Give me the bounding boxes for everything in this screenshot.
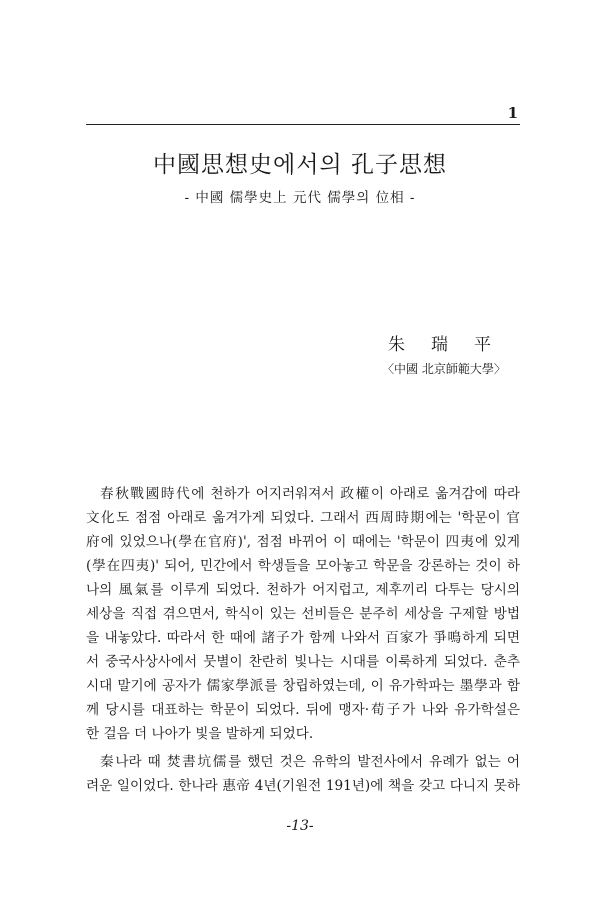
article-title: 中國思想史에서의 孔子思想 (153, 152, 447, 178)
author-name: 朱瑞平 (388, 335, 517, 355)
paragraph-line: 을 내놓았다. 따라서 한 때에 諸子가 함께 나와서 百家가 爭鳴하게 되면 (86, 630, 520, 646)
paragraph-line: 春秋戰國時代에 천하가 어지러워져서 政權이 아래로 옮겨감에 따라 (100, 486, 520, 502)
paragraph-line: 서 중국사상사에서 뭇별이 찬란히 빛나는 시대를 이룩하게 되었다. 춘추 (86, 654, 520, 670)
article-subtitle: - 中國 儒學史上 元代 儒學의 位相 - (184, 190, 416, 206)
chapter-number: 1 (507, 104, 518, 122)
paragraph-line: 秦나라 때 焚書坑儒를 했던 것은 유학의 발전사에서 유례가 없는 어 (100, 754, 520, 770)
header-rule (86, 124, 520, 125)
page-number: -13- (286, 818, 314, 834)
paragraph-line: 文化도 점점 아래로 옮겨가게 되었다. 그래서 西周時期에는 '학문이 官 (86, 510, 520, 526)
paragraph-line: 한 걸음 더 나아가 빛을 발하게 되었다. (86, 726, 314, 742)
paragraph-line: 시대 말기에 공자가 儒家學派를 창립하였는데, 이 유가학파는 墨學과 함 (86, 678, 520, 694)
paragraph-line: 나의 風氣를 이루게 되었다. 천하가 어지럽고, 제후끼리 다투는 당시의 (86, 582, 520, 598)
paragraph-line: (學在四夷)' 되어, 민간에서 학생들을 모아놓고 학문을 강론하는 것이 하 (86, 558, 520, 574)
paragraph-line: 府에 있었으나(學在官府)', 점점 바뀌어 이 때에는 '학문이 四夷에 있게 (86, 534, 520, 550)
body-text (86, 482, 520, 798)
paragraph-line: 께 당시를 대표하는 학문이 되었다. 뒤에 맹자·荀子가 나와 유가학설은 (86, 702, 520, 718)
paragraph-line: 세상을 직접 겪으면서, 학식이 있는 선비들은 분주히 세상을 구제할 방법 (86, 606, 520, 622)
paragraph-line: 려운 일이었다. 한나라 惠帝 4년(기원전 191년)에 책을 갖고 다니지 못하 (86, 778, 520, 794)
author-affiliation: 〈中國 北京師範大學〉 (382, 362, 506, 376)
